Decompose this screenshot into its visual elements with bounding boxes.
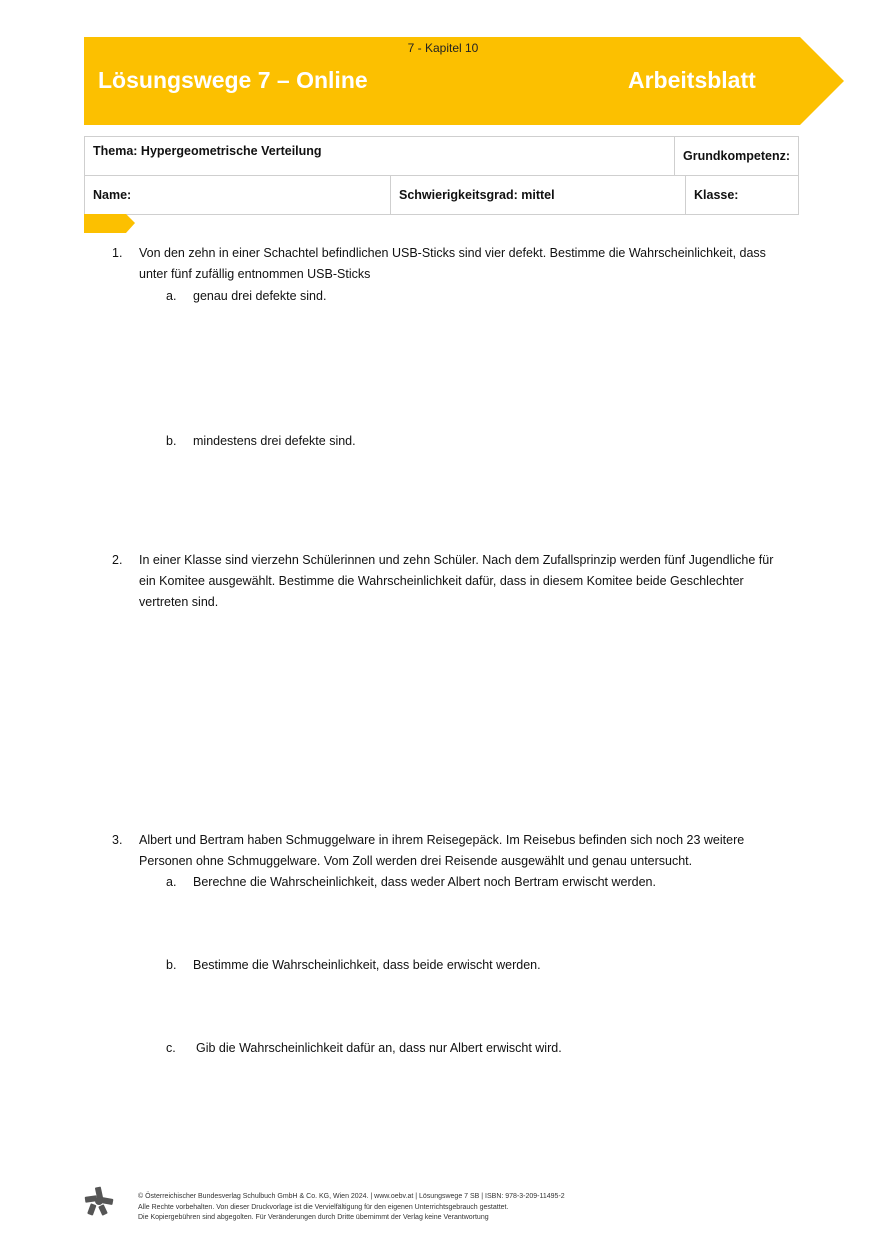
subquestion-letter: b. [166,434,177,448]
question-number: 2. [112,553,123,567]
chapter-label: 7 - Kapitel 10 [407,41,479,55]
subquestion-letter: b. [166,958,177,972]
question-text-line: unter fünf zufällig entnommen USB-Sticks [139,267,371,281]
subquestion-letter: a. [166,289,177,303]
question-text-line: ein Komitee ausgewählt. Bestimme die Wahrscheinlichkeit dafür, dass in diesem Komitee beide Geschlechter [139,574,744,588]
question-number: 1. [112,246,123,260]
subquestion-text: Gib die Wahrscheinlichkeit dafür an, dass nur Albert erwischt wird. [196,1041,562,1055]
subquestion-text: Bestimme die Wahrscheinlichkeit, dass beide erwischt werden. [193,958,541,972]
footer-line: Die Kopiergebühren sind abgegolten. Für Veränderungen durch Dritte übernimmt der Verlag keine Verantwortung [138,1214,489,1221]
topic-cell: Thema: Hypergeometrische Verteilung [85,137,675,176]
question-text-line: In einer Klasse sind vierzehn Schülerinnen und zehn Schüler. Nach dem Zufallsprinzip werden fünf Jugendliche für [139,553,774,567]
subquestion-letter: c. [166,1041,176,1055]
question-number: 3. [112,833,123,847]
name-cell: Name: [85,176,391,215]
question-text-line: Albert und Bertram haben Schmuggelware in ihrem Reisegepäck. Im Reisebus befinden sich noch 23 weitere [139,833,745,847]
competence-cell: Grundkompetenz: [675,137,799,176]
footer-line: Alle Rechte vorbehalten. Von dieser Druckvorlage ist die Vervielfältigung für den eigenen Unterrichtsgebrauch gestattet. [138,1203,509,1211]
question-text-line: Personen ohne Schmuggelware. Vom Zoll werden drei Reisende ausgewählt und genau untersucht. [139,854,693,868]
difficulty-cell: Schwierigkeitsgrad: mittel [391,176,686,215]
subquestion-text: genau drei defekte sind. [193,289,327,303]
question-2 [0,550,890,620]
footer-copyright [138,1192,565,1224]
class-cell: Klasse: [686,176,799,215]
subquestion-letter: a. [166,875,177,889]
worksheet-label: Arbeitsblatt [628,67,756,93]
yellow-tab-marker [84,214,136,234]
question-text-line: Von den zehn in einer Schachtel befindlichen USB-Sticks sind vier defekt. Bestimme die Wahrscheinlichkeit, dass [139,246,766,260]
subquestion-text: mindestens drei defekte sind. [193,434,356,448]
header-banner [84,37,844,125]
info-table [84,136,799,215]
publisher-logo-icon [84,1186,114,1216]
footer-line: © Österreichischer Bundesverlag Schulbuch GmbH & Co. KG, Wien 2024. | www.oebv.at | Lösungswege 7 SB | ISBN: 978-3-209-11495-2 [138,1193,565,1200]
question-text-line: vertreten sind. [139,595,219,609]
question-3 [0,830,890,1070]
book-title: Lösungswege 7 – Online [98,67,368,93]
subquestion-text: Berechne die Wahrscheinlichkeit, dass weder Albert noch Bertram erwischt werden. [193,875,656,889]
question-1 [0,243,890,463]
